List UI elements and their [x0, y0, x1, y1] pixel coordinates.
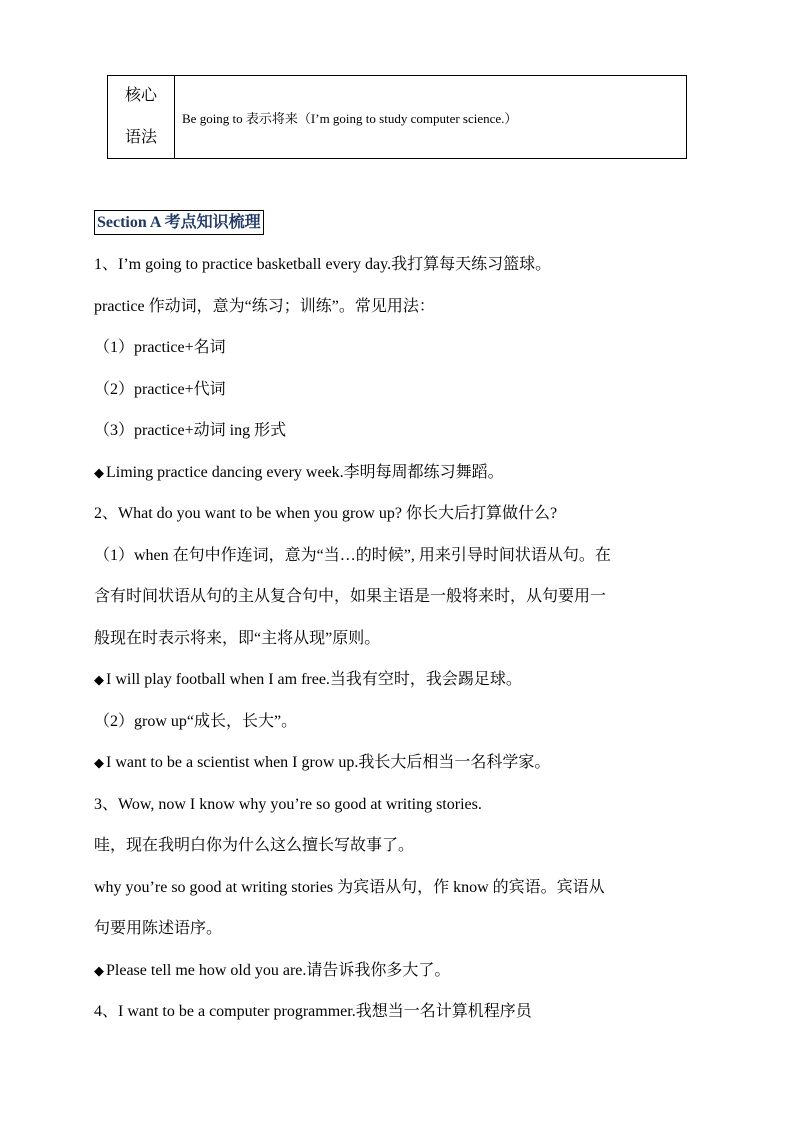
text-line: 哇，现在我明白你为什么这么擅长写故事了。 — [94, 837, 415, 854]
text-line: 句要用陈述语序。 — [94, 920, 223, 937]
text-line: （1）when 在句中作连词，意为“当…的时候”, 用来引导时间状语从句。在 — [94, 546, 611, 564]
diamond-bullet-icon: ◆ — [94, 962, 104, 978]
text-line: 3、Wow, now I know why you’re so good at writing stories. — [94, 795, 482, 813]
text-line: 含有时间状语从句的主从复合句中，如果主语是一般将来时，从句要用一 — [94, 588, 607, 605]
text-line: （2）grow up“成长，长大”。 — [94, 712, 298, 730]
text-line: 4、I want to be a computer programmer.我想当一名计算机程序员 — [94, 1003, 532, 1020]
diamond-bullet-icon: ◆ — [94, 672, 104, 687]
section-title: Section A 考点知识梳理 — [94, 210, 264, 235]
example-line: ◆ Liming practice dancing every week.李明每周都练习舞蹈。 — [94, 463, 504, 481]
grammar-content-text: Be going to 表示将来（I’m going to study computer science.） — [182, 110, 518, 126]
example-line: ◆ Please tell me how old you are.请告诉我你多大了。 — [94, 961, 451, 979]
text-line: 般现在时表示将来，即“主将从现”原则。 — [94, 629, 381, 647]
diamond-bullet-icon: ◆ — [94, 755, 104, 770]
text-line: practice 作动词，意为“练习；训练”。常见用法： — [94, 297, 435, 315]
grammar-label-line1: 核心 — [124, 87, 157, 104]
text-line: （1）practice+名词 — [94, 339, 226, 356]
example-line: ◆ I will play football when I am free.当我有空时，我会踢足球。 — [94, 671, 522, 688]
text-line: （2）practice+代词 — [94, 380, 226, 398]
grammar-label-cell — [108, 76, 175, 158]
diamond-bullet-icon: ◆ — [94, 464, 104, 480]
text-line: why you’re so good at writing stories 为宾语从句，作 know 的宾语。宾语从 — [94, 878, 605, 896]
text-line: （3）practice+动词 ing 形式 — [94, 422, 287, 439]
grammar-content-cell — [175, 76, 686, 158]
text-line: 2、What do you want to be when you grow up? 你长大后打算做什么? — [94, 505, 558, 522]
grammar-table — [107, 75, 687, 159]
text-line: 1、I’m going to practice basketball every day.我打算每天练习篮球。 — [94, 256, 552, 273]
document-body — [94, 244, 704, 1033]
example-line: ◆ I want to be a scientist when I grow up.我长大后相当一名科学家。 — [94, 754, 551, 771]
grammar-label-line2: 语法 — [124, 129, 157, 146]
